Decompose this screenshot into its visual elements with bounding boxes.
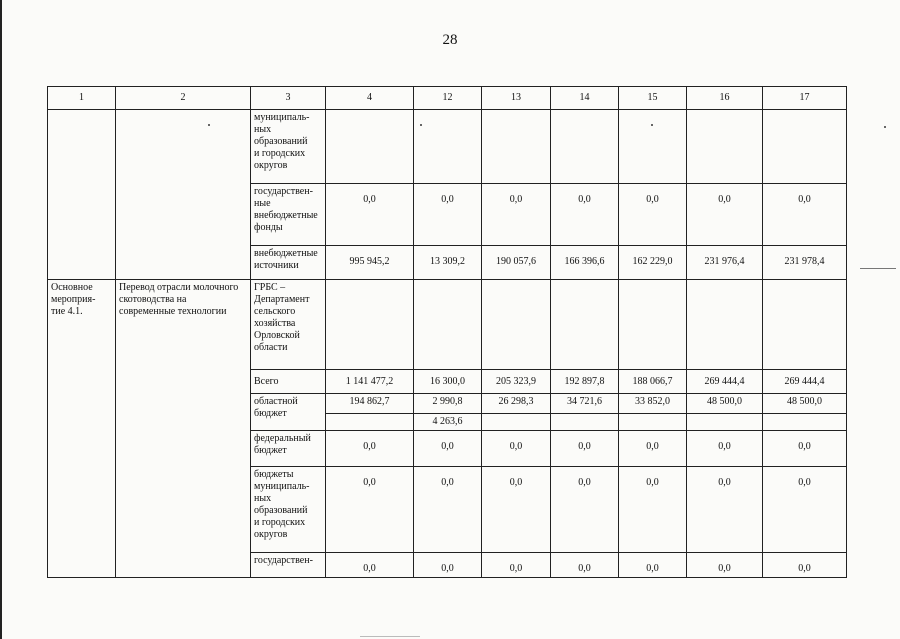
header-cell: 2 <box>116 87 251 110</box>
value-cell: 192 897,8 <box>551 370 619 394</box>
value-cell <box>482 110 551 184</box>
value-cell: 0,0 <box>763 553 847 578</box>
scan-mark <box>860 268 896 269</box>
value-cell <box>551 110 619 184</box>
value-cell: 190 057,6 <box>482 246 551 280</box>
source-cell: государствен- <box>251 553 326 578</box>
value-cell: 0,0 <box>482 431 551 467</box>
table-row <box>48 280 847 370</box>
value-cell: 2 990,8 <box>414 394 482 414</box>
value-cell <box>619 280 687 370</box>
table-row <box>48 110 847 184</box>
value-cell <box>687 280 763 370</box>
empty-cell <box>687 414 763 431</box>
source-cell: внебюджетные источники <box>251 246 326 280</box>
value-cell: 48 500,0 <box>763 394 847 414</box>
source-cell: муниципаль- ных образований и городских округов <box>251 110 326 184</box>
empty-cell <box>619 414 687 431</box>
value-cell: 0,0 <box>619 553 687 578</box>
value-cell: 269 444,4 <box>763 370 847 394</box>
header-cell: 17 <box>763 87 847 110</box>
value-cell <box>482 280 551 370</box>
source-cell: бюджеты муниципаль- ных образований и городских округов <box>251 467 326 553</box>
value-cell <box>414 280 482 370</box>
value-cell: 0,0 <box>326 553 414 578</box>
value-cell <box>687 110 763 184</box>
empty-cell <box>116 110 251 280</box>
value-cell: 188 066,7 <box>619 370 687 394</box>
value-cell: 0,0 <box>687 467 763 553</box>
value-cell: 0,0 <box>326 467 414 553</box>
header-cell: 12 <box>414 87 482 110</box>
value-cell: 0,0 <box>482 553 551 578</box>
value-cell: 205 323,9 <box>482 370 551 394</box>
scan-speck <box>651 124 653 126</box>
value-cell <box>763 110 847 184</box>
value-cell <box>619 110 687 184</box>
value-cell: 26 298,3 <box>482 394 551 414</box>
value-cell: 0,0 <box>551 553 619 578</box>
scan-border <box>0 0 2 639</box>
value-cell: 194 862,7 <box>326 394 414 414</box>
header-cell: 4 <box>326 87 414 110</box>
value-cell: 231 978,4 <box>763 246 847 280</box>
empty-cell <box>48 110 116 280</box>
value-cell: 0,0 <box>619 431 687 467</box>
value-cell: 0,0 <box>687 184 763 246</box>
value-cell: 995 945,2 <box>326 246 414 280</box>
value-cell: 0,0 <box>326 431 414 467</box>
value-cell: 0,0 <box>687 431 763 467</box>
source-cell: ГРБС – Департамент сельского хозяйства Орловской области <box>251 280 326 370</box>
value-cell: 16 300,0 <box>414 370 482 394</box>
value-cell: 0,0 <box>551 467 619 553</box>
value-cell: 33 852,0 <box>619 394 687 414</box>
value-cell: 269 444,4 <box>687 370 763 394</box>
value-cell: 0,0 <box>482 184 551 246</box>
value-cell: 34 721,6 <box>551 394 619 414</box>
header-cell: 13 <box>482 87 551 110</box>
value-cell: 0,0 <box>763 431 847 467</box>
value-cell: 4 263,6 <box>414 414 482 431</box>
scan-speck <box>208 124 210 126</box>
value-cell: 0,0 <box>482 467 551 553</box>
value-cell: 231 976,4 <box>687 246 763 280</box>
value-cell: 0,0 <box>326 184 414 246</box>
value-cell: 166 396,6 <box>551 246 619 280</box>
value-cell: 162 229,0 <box>619 246 687 280</box>
source-cell: областной бюджет <box>251 394 326 431</box>
header-cell: 14 <box>551 87 619 110</box>
value-cell: 0,0 <box>551 184 619 246</box>
header-cell: 1 <box>48 87 116 110</box>
page-number: 28 <box>442 32 458 48</box>
value-cell: 0,0 <box>414 431 482 467</box>
header-cell: 3 <box>251 87 326 110</box>
source-cell: государствен- ные внебюджетные фонды <box>251 184 326 246</box>
scan-speck <box>884 126 886 128</box>
value-cell: 0,0 <box>763 467 847 553</box>
scan-mark <box>360 636 420 637</box>
measure-name: Перевод отрасли молочного скотоводства на современные технологии <box>116 280 251 578</box>
scan-speck <box>420 124 422 126</box>
budget-table <box>47 86 847 578</box>
value-cell: 0,0 <box>414 184 482 246</box>
value-cell <box>551 280 619 370</box>
measure-status: Основное мероприя- тие 4.1. <box>48 280 116 578</box>
empty-cell <box>482 414 551 431</box>
value-cell: 0,0 <box>763 184 847 246</box>
value-cell: 0,0 <box>414 467 482 553</box>
value-cell: 0,0 <box>687 553 763 578</box>
value-cell: 0,0 <box>551 431 619 467</box>
value-cell: 48 500,0 <box>687 394 763 414</box>
empty-cell <box>551 414 619 431</box>
source-cell: Всего <box>251 370 326 394</box>
source-cell: федеральный бюджет <box>251 431 326 467</box>
empty-cell <box>326 414 414 431</box>
header-cell: 16 <box>687 87 763 110</box>
value-cell <box>326 280 414 370</box>
value-cell <box>326 110 414 184</box>
header-row <box>48 87 847 110</box>
value-cell: 0,0 <box>619 467 687 553</box>
header-cell: 15 <box>619 87 687 110</box>
value-cell <box>763 280 847 370</box>
value-cell: 1 141 477,2 <box>326 370 414 394</box>
value-cell: 0,0 <box>414 553 482 578</box>
value-cell: 0,0 <box>619 184 687 246</box>
value-cell <box>414 110 482 184</box>
value-cell: 13 309,2 <box>414 246 482 280</box>
empty-cell <box>763 414 847 431</box>
